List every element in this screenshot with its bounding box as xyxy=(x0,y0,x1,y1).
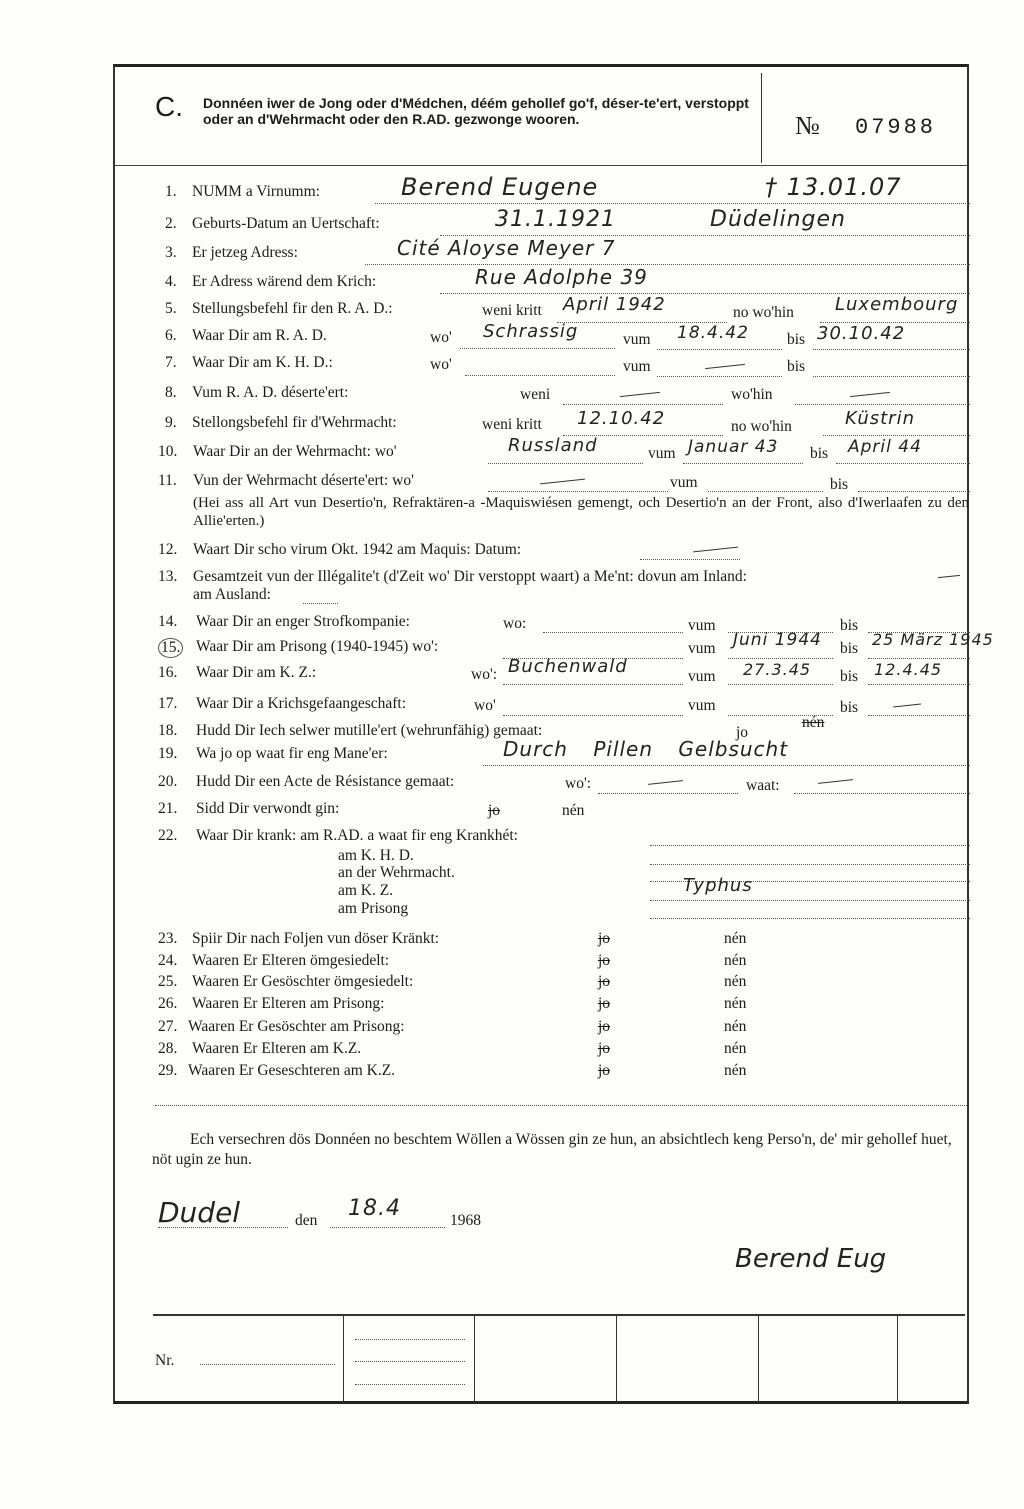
field-sublabel: weni kritt xyxy=(482,416,542,433)
hand-mutilation-method: Durch Pillen Gelbsucht xyxy=(503,737,789,761)
field-sublabel: wo': xyxy=(471,666,498,683)
row-12 xyxy=(158,541,970,565)
row-number: 20. xyxy=(158,773,178,790)
no-option: nén xyxy=(724,973,747,990)
field-sublabel: no wo'hin xyxy=(731,418,792,435)
field-label: Er Adress wärend dem Krich: xyxy=(192,273,377,290)
hand-prison-from: Juni 1944 xyxy=(733,630,822,650)
row-28 xyxy=(158,1040,970,1062)
row-number: 5. xyxy=(165,300,177,317)
field-label: Waar Dir am K. H. D.: xyxy=(192,354,333,371)
field-label: Waaren Er Geseschteren am K.Z. xyxy=(188,1062,396,1079)
header-text: Donnéen iwer de Jong oder d'Médchen, déém gehollef go'f, déser-te'ert, verstoppt oder an d'Wehrmacht oder den R.AD. gezwonge wooren. xyxy=(203,95,749,127)
no-option: nén xyxy=(724,995,747,1012)
row-number-circled: 15. xyxy=(158,638,183,658)
row-number: 4. xyxy=(165,273,177,290)
hand-rad-to: 30.10.42 xyxy=(817,323,906,344)
sub-label: am K. H. D. xyxy=(338,847,414,864)
yes-option-struck: jo xyxy=(598,995,611,1012)
yes-option: jo xyxy=(736,724,749,741)
hand-name: Berend Eugene xyxy=(401,173,599,201)
field-sublabel: vum xyxy=(688,697,716,714)
row-number: 9. xyxy=(165,414,177,431)
number-label: № xyxy=(795,111,820,140)
yes-option-struck: jo xyxy=(598,1040,611,1057)
hand-illness: Typhus xyxy=(683,875,753,896)
field-sublabel: bis xyxy=(830,476,849,493)
table-top-border xyxy=(153,1314,965,1316)
row-number: 23. xyxy=(158,930,178,947)
field-label: Waaren Er Elteren ömgesiedelt: xyxy=(192,952,390,969)
hand-kz-from: 27.3.45 xyxy=(743,660,812,679)
row-number: 26. xyxy=(158,995,178,1012)
row-number: 11. xyxy=(158,472,177,489)
yes-option-struck: jo xyxy=(598,930,611,947)
row-number: 16. xyxy=(158,664,178,681)
row-number: 3. xyxy=(165,244,177,261)
row-number: 22. xyxy=(158,827,178,844)
field-sublabel: no wo'hin xyxy=(733,304,794,321)
header-divider xyxy=(761,73,762,163)
row-20 xyxy=(158,773,970,797)
no-option: nén xyxy=(724,930,747,947)
row-number: 27. xyxy=(158,1018,178,1035)
row-19 xyxy=(158,737,970,769)
field-sublabel: vum xyxy=(623,331,651,348)
row-number: 19. xyxy=(158,745,178,762)
field-label: Er jetzeg Adress: xyxy=(192,244,298,261)
field-sublabel: bis xyxy=(840,640,859,657)
row-number: 21. xyxy=(158,800,178,817)
row-16 xyxy=(158,656,970,688)
field-label: Waaren Er Gesöschter ömgesiedelt: xyxy=(192,973,414,990)
row-number: 17. xyxy=(158,695,178,712)
hand-death-date: † 13.01.07 xyxy=(765,173,902,201)
field-label: Waar Dir am Prisong (1940-1945) wo': xyxy=(196,638,439,655)
hand-rad-place: Luxembourg xyxy=(835,294,959,315)
sub-label: am Prisong xyxy=(338,900,409,917)
hand-wehrmacht-where: Russland xyxy=(508,435,598,456)
hand-wehrmacht-from: Januar 43 xyxy=(688,437,779,457)
row-26 xyxy=(158,995,970,1017)
field-label: Vum R. A. D. déserte'ert: xyxy=(192,384,349,401)
row-number: 1. xyxy=(165,183,177,200)
row-number: 6. xyxy=(165,327,177,344)
row-10 xyxy=(158,435,970,467)
no-option: nén xyxy=(562,802,585,819)
row-22 xyxy=(158,827,970,927)
field-label: Waaren Er Elteren am K.Z. xyxy=(192,1040,362,1057)
row-number: 25. xyxy=(158,973,178,990)
form-number: 07988 xyxy=(855,115,937,140)
yes-option-struck: jo xyxy=(598,1018,611,1035)
row-number: 13. xyxy=(158,568,178,585)
field-label: Waar Dir a Krichsgefaangeschaft: xyxy=(196,695,407,712)
signature-line xyxy=(158,1196,970,1240)
hand-current-address: Cité Aloyse Meyer 7 xyxy=(397,236,616,260)
sub-label: an der Wehrmacht. xyxy=(338,864,455,881)
row-7 xyxy=(165,354,970,378)
section-letter: C. xyxy=(155,91,183,122)
row-number: 18. xyxy=(158,722,178,739)
row-6 xyxy=(165,321,970,351)
row-25 xyxy=(158,973,970,995)
field-label: NUMM a Virnumm: xyxy=(192,183,320,200)
field-sublabel: vum xyxy=(688,640,716,657)
field-sublabel: bis xyxy=(787,358,806,375)
yes-option-struck: jo xyxy=(598,952,611,969)
hand-rad-from: 18.4.42 xyxy=(677,323,749,343)
row-17 xyxy=(158,695,970,719)
table-divider xyxy=(343,1316,344,1402)
hand-wehrmacht-place: Küstrin xyxy=(845,408,915,429)
field-label: Geburts-Datum an Uertschaft: xyxy=(192,215,380,232)
table-divider xyxy=(897,1316,898,1402)
field-label: Waar Dir an der Wehrmacht: wo' xyxy=(193,443,397,460)
row-27 xyxy=(158,1018,970,1040)
yes-option-struck: jo xyxy=(598,1062,611,1079)
field-sublabel: wo' xyxy=(430,329,452,346)
field-sublabel: bis xyxy=(840,699,859,716)
hand-wehrmacht-date: 12.10.42 xyxy=(577,408,666,429)
no-option-struck: nén xyxy=(802,714,825,731)
hand-kz-to: 12.4.45 xyxy=(874,660,943,679)
row-number: 24. xyxy=(158,952,178,969)
field-label: Wa jo op waat fir eng Mane'er: xyxy=(196,745,388,762)
row-number: 28. xyxy=(158,1040,178,1057)
row-number: 14. xyxy=(158,613,178,630)
hand-date: 18.4 xyxy=(348,1196,401,1221)
row-23 xyxy=(158,930,970,952)
row-1 xyxy=(165,173,970,207)
table-divider xyxy=(758,1316,759,1402)
field-sublabel: weni xyxy=(520,386,551,403)
field-sublabel: wo: xyxy=(503,615,527,632)
field-sublabel: vum xyxy=(670,474,698,491)
section-separator xyxy=(155,1104,967,1106)
table-divider xyxy=(616,1316,617,1402)
no-option: nén xyxy=(724,1040,747,1057)
row-24 xyxy=(158,952,970,974)
hand-birthplace: Düdelingen xyxy=(710,207,846,232)
field-sublabel: bis xyxy=(810,445,829,462)
field-sublabel: waat: xyxy=(746,777,780,794)
row-number: 10. xyxy=(158,443,178,460)
field-label: Spiir Dir nach Foljen vun döser Kränkt: xyxy=(192,930,440,947)
yes-option-struck: jo xyxy=(488,802,501,819)
nr-label: Nr. xyxy=(155,1352,175,1369)
row-11 xyxy=(158,472,970,496)
hand-prison-to: 25 März 1945 xyxy=(872,630,994,649)
field-label: Waart Dir scho virum Okt. 1942 am Maquis: Datum: xyxy=(193,541,522,558)
field-sublabel: weni kritt xyxy=(482,302,542,319)
field-label: Vun der Wehrmacht déserte'ert: wo' xyxy=(193,472,414,489)
hand-rad-where: Schrassig xyxy=(483,321,579,342)
no-option: nén xyxy=(724,1018,747,1035)
signature: Berend Eug xyxy=(735,1244,887,1274)
field-label: Waaren Er Elteren am Prisong: xyxy=(192,995,385,1012)
sub-label: am K. Z. xyxy=(338,882,394,899)
table-divider xyxy=(474,1316,475,1402)
row-number: 8. xyxy=(165,384,177,401)
hand-rad-date: April 1942 xyxy=(563,294,666,315)
field-sublabel: vum xyxy=(648,445,676,462)
row-number: 7. xyxy=(165,354,177,371)
field-sublabel: vum xyxy=(623,358,651,375)
year: 1968 xyxy=(450,1212,481,1229)
field-label: Waar Dir am K. Z.: xyxy=(196,664,317,681)
field-sublabel: wo': xyxy=(565,775,592,792)
field-label-2: am Ausland: xyxy=(193,586,271,603)
yes-option-struck: jo xyxy=(598,973,611,990)
field-sublabel: bis xyxy=(840,668,859,685)
row-8 xyxy=(165,384,970,408)
field-sublabel: wo'hin xyxy=(731,386,773,403)
row-21 xyxy=(158,800,970,824)
row-13 xyxy=(158,568,970,612)
declaration-statement: Ech versechren dös Donnéen no beschtem Wöllen a Wössen gin ze hun, an absichtlech keng Perso'n, de' mir gehollef huet, nöt ugin ze hun. xyxy=(152,1131,952,1168)
field-sublabel: wo' xyxy=(430,356,452,373)
row-29 xyxy=(158,1062,970,1084)
field-sublabel: bis xyxy=(787,331,806,348)
field-sublabel: bis xyxy=(840,617,859,634)
field-label: Hudd Dir Iech selwer mutille'ert (wehrunfähig) gemaat: xyxy=(196,722,543,739)
row-number: 2. xyxy=(165,215,177,232)
field-label: Sidd Dir verwondt gin: xyxy=(196,800,340,817)
row-number: 12. xyxy=(158,541,178,558)
den-label: den xyxy=(295,1212,318,1229)
no-option: nén xyxy=(724,1062,747,1079)
row-14 xyxy=(158,613,970,637)
hand-kz-where: Buchenwald xyxy=(508,656,628,677)
hand-wehrmacht-to: April 44 xyxy=(848,437,922,457)
field-label: Waar Dir an enger Strofkompanie: xyxy=(196,613,410,630)
row-number: 29. xyxy=(158,1062,178,1079)
field-label: Stellungsbefehl fir den R. A. D.: xyxy=(192,300,393,317)
field-sublabel: wo' xyxy=(474,697,496,714)
form-header xyxy=(115,67,967,166)
hand-place: Dudel xyxy=(158,1196,241,1229)
field-label: Waar Dir am R. A. D. xyxy=(192,327,327,344)
hand-birthdate: 31.1.1921 xyxy=(495,207,616,232)
hand-war-address: Rue Adolphe 39 xyxy=(475,265,648,289)
field-label: Waaren Er Gesöschter am Prisong: xyxy=(188,1018,405,1035)
field-label: Stellongsbefehl fir d'Wehrmacht: xyxy=(192,414,397,431)
field-label: Gesamtzeit vun der Illégalite't (d'Zeit wo' Dir verstoppt waart) a Me'nt: dovun am Inland: xyxy=(193,568,747,585)
row-11-note: (Hei ass all Art vun Desertio'n, Refraktären-a -Maquiswiésen gemengt, och Desertio'n an der Front, also d'Iwerlaafen zu den Allie'erten.) xyxy=(193,495,969,529)
field-sublabel: vum xyxy=(688,668,716,685)
field-sublabel: vum xyxy=(688,617,716,634)
field-label: Hudd Dir een Acte de Résistance gemaat: xyxy=(196,773,455,790)
no-option: nén xyxy=(724,952,747,969)
field-label: Waar Dir krank: am R.AD. a waat fir eng Krankhét: xyxy=(196,827,518,844)
